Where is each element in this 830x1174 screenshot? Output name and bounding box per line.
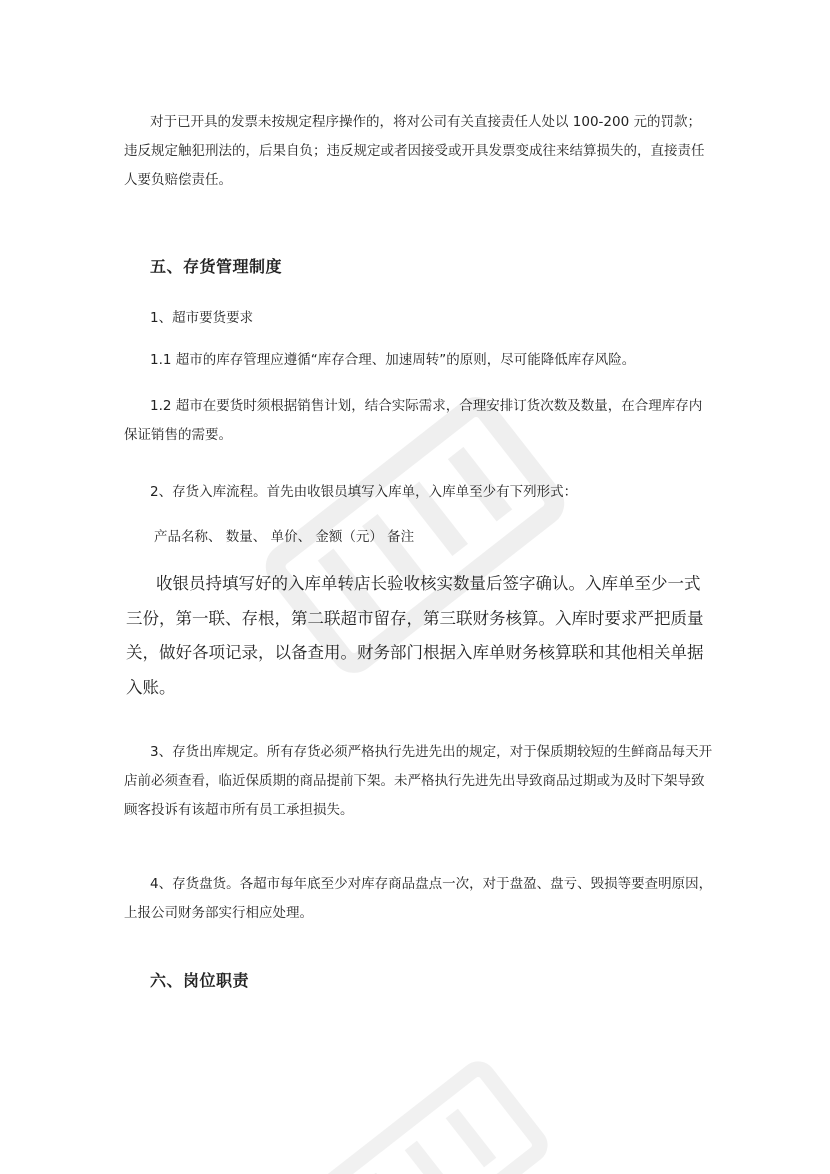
- item-1-title: 1、超市要货要求: [150, 310, 254, 326]
- inbound-form-fields: [154, 526, 744, 548]
- item-4-stocktake: 4、存货盘货。各超市每年底至少对库存商品盘点一次，对于盘盈、盘亏、毁损等要查明原因，上报公司财务部实行相应处理。: [124, 876, 713, 921]
- paragraph-invoice-penalty: 对于已开具的发票未按规定程序操作的，将对公司有关直接责任人处以 100-200 元的罚款；违反规定触犯刑法的，后果自负；违反规定或者因接受或开具发票变成往来结算损失的，直接责任人要负赔偿责任。: [124, 114, 705, 188]
- field-quantity: 、 数量、: [208, 529, 267, 545]
- section-title-duties: 六、岗位职责: [150, 971, 250, 990]
- field-unit-price: 单价、: [266, 529, 312, 545]
- paragraph-receipt-process: 收银员持填写好的入库单转店长验收核实数量后签字确认。入库单至少一式三份，第一联、存根，第二联超市留存，第三联财务核算。入库时要求严把质量关，做好各项记录，以备查用。财务部门根据入库单财务核算联和其他相关单据入账。: [126, 574, 704, 697]
- field-product-name: 产品名称: [154, 529, 208, 545]
- item-1-2: 1.2 超市在要货时须根据销售计划，结合实际需求，合理安排订货次数及数量，在合理库存内保证销售的需要。: [124, 398, 703, 443]
- item-2-inbound: 2、存货入库流程。首先由收银员填写入库单，入库单至少有下列形式：: [150, 484, 578, 500]
- field-remarks: 备注: [382, 529, 415, 545]
- item-1-1: 1.1 超市的库存管理应遵循“库存合理、加速周转”的原则，尽可能降低库存风险。: [150, 352, 636, 368]
- watermark-stamp-bottom: [300, 1040, 560, 1174]
- section-title-inventory: 五、存货管理制度: [150, 257, 283, 276]
- item-3-outbound: 3、存货出库规定。所有存货必须严格执行先进先出的规定，对于保质期较短的生鲜商品每天开店前必须查看，临近保质期的商品提前下架。未严格执行先进先出导致商品过期或为及时下架导致顾客投诉有该超市所有员工承担损失。: [124, 744, 713, 818]
- field-amount: 金额（元）: [311, 529, 383, 545]
